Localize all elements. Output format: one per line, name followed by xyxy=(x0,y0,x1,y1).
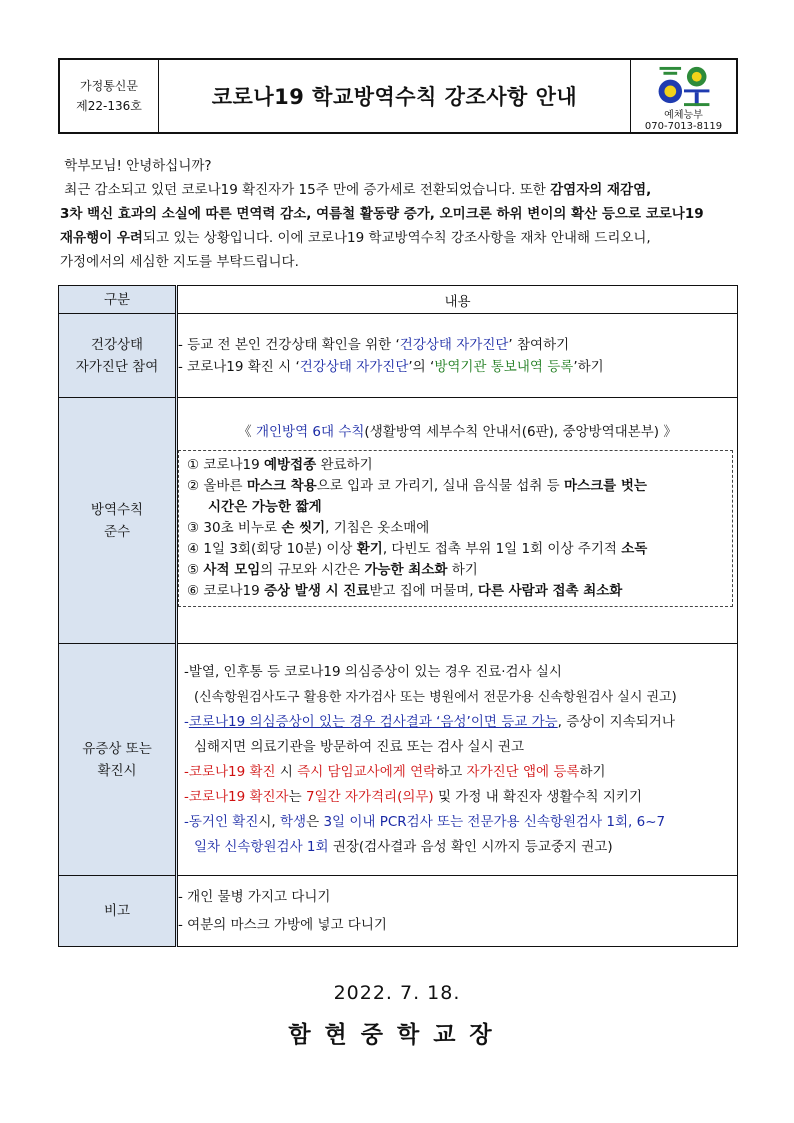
department-name: 예체능부 xyxy=(664,110,703,121)
guidelines-table xyxy=(58,285,738,947)
list-item: ③ 30초 비누로 손 씻기, 기침은 옷소매에 xyxy=(187,520,430,536)
list-item: -코로나19 확진자는 7일간 자가격리(의무) 및 가정 내 확진자 생활수칙 지키기 xyxy=(184,788,643,805)
list-item: 일차 신속항원검사 1회 권장(검사결과 음성 확인 시까지 등교중지 권고) xyxy=(194,838,613,855)
rules-title: 《 개인방역 6대 수칙(생활방역 세부수칙 안내서(6판), 중앙방역대본부) 》 xyxy=(238,424,677,440)
intro-paragraph xyxy=(60,154,740,274)
list-item: 심해지면 의료기관을 방문하여 진료 또는 검사 실시 권고 xyxy=(194,738,524,755)
list-item: - 여분의 마스크 가방에 넣고 다니기 xyxy=(178,917,387,933)
intro-line-4: 가정에서의 세심한 지도를 부탁드립니다. xyxy=(60,254,299,270)
intro-line-1: 최근 감소되고 있던 코로나19 확진자가 15주 만에 증가세로 전환되었습니다. 또한 감염자의 재감염, xyxy=(64,182,652,198)
school-logo-icon xyxy=(656,64,712,109)
doc-type: 가정통신문 xyxy=(80,79,138,93)
issue-date: 2022. 7. 18. xyxy=(333,982,461,1004)
list-item: -코로나19 의심증상이 있는 경우 검사결과 ‘음성’이면 등교 가능, 증상이 지속되거나 xyxy=(184,713,675,730)
page-title: 코로나19 학교방역수칙 강조사항 안내 xyxy=(211,85,578,109)
category-self-diagnosis: 건강상태 자가진단 참여 xyxy=(59,314,177,398)
category-notes: 비고 xyxy=(59,876,177,947)
list-item: ④ 1일 3회(회당 10분) 이상 환기, 다빈도 접촉 부위 1일 1회 이상 주기적 소독 xyxy=(187,541,648,557)
department-logo-box xyxy=(630,60,736,132)
list-item: - 코로나19 확진 시 ‘건강상태 자가진단’의 ‘방역기관 통보내역 등록’하기 xyxy=(178,358,604,375)
table-row-symptoms xyxy=(59,644,738,876)
intro-line-2: 3차 백신 효과의 소실에 따른 면역력 감소, 여름철 활동량 증가, 오미크론 하위 변이의 확산 등으로 코로나19 xyxy=(60,206,704,222)
list-item: ② 올바른 마스크 착용으로 입과 코 가리기, 실내 음식물 섭취 등 마스크를 벗는 xyxy=(187,478,647,494)
table-row-notes xyxy=(59,876,738,947)
list-item: ⑥ 코로나19 증상 발생 시 진료받고 집에 머물며, 다른 사람과 접촉 최소화 xyxy=(187,583,623,599)
list-item: 시간은 가능한 짧게 xyxy=(208,499,322,515)
list-item: ① 코로나19 예방접종 완료하기 xyxy=(187,457,373,473)
list-item: - 개인 물병 가지고 다니기 xyxy=(178,889,331,905)
column-header-category: 구분 xyxy=(59,286,177,314)
greeting: 학부모님! 안녕하십니까? xyxy=(64,158,212,174)
content-self-diagnosis xyxy=(177,314,738,398)
doc-info xyxy=(60,60,159,132)
intro-line-3: 재유행이 우려되고 있는 상황입니다. 이에 코로나19 학교방역수칙 강조사항을 재차 안내해 드리오니, xyxy=(60,230,651,246)
doc-number: 제22-136호 xyxy=(76,99,142,113)
document-header xyxy=(58,58,738,134)
list-item: ⑤ 사적 모임의 규모와 시간은 가능한 최소화 하기 xyxy=(187,562,478,578)
table-header-row xyxy=(59,286,738,314)
list-item: - 등교 전 본인 건강상태 확인을 위한 ‘건강상태 자가진단’ 참여하기 xyxy=(178,336,570,353)
content-prevention-rules xyxy=(177,398,738,644)
category-prevention-rules: 방역수칙 준수 xyxy=(59,398,177,644)
content-notes xyxy=(177,876,738,947)
list-item: (신속항원검사도구 활용한 자가검사 또는 병원에서 전문가용 신속항원검사 실시 권고) xyxy=(194,689,677,705)
table-row-self-diagnosis xyxy=(59,314,738,398)
category-symptoms: 유증상 또는 확진시 xyxy=(59,644,177,876)
list-item: -코로나19 확진 시 즉시 담임교사에게 연락하고 자가진단 앱에 등록하기 xyxy=(184,763,606,780)
department-phone: 070-7013-8119 xyxy=(644,121,723,132)
rules-box xyxy=(178,450,733,607)
school-principal-signature: 함현중학교장 xyxy=(288,1022,506,1048)
content-symptoms xyxy=(177,644,738,876)
table-row-prevention-rules xyxy=(59,398,738,644)
list-item: -발열, 인후통 등 코로나19 의심증상이 있는 경우 진료·검사 실시 xyxy=(184,663,562,680)
column-header-content: 내용 xyxy=(177,286,738,314)
list-item: -동거인 확진시, 학생은 3일 이내 PCR검사 또는 전문가용 신속항원검사 1회, 6~7 xyxy=(184,813,666,830)
